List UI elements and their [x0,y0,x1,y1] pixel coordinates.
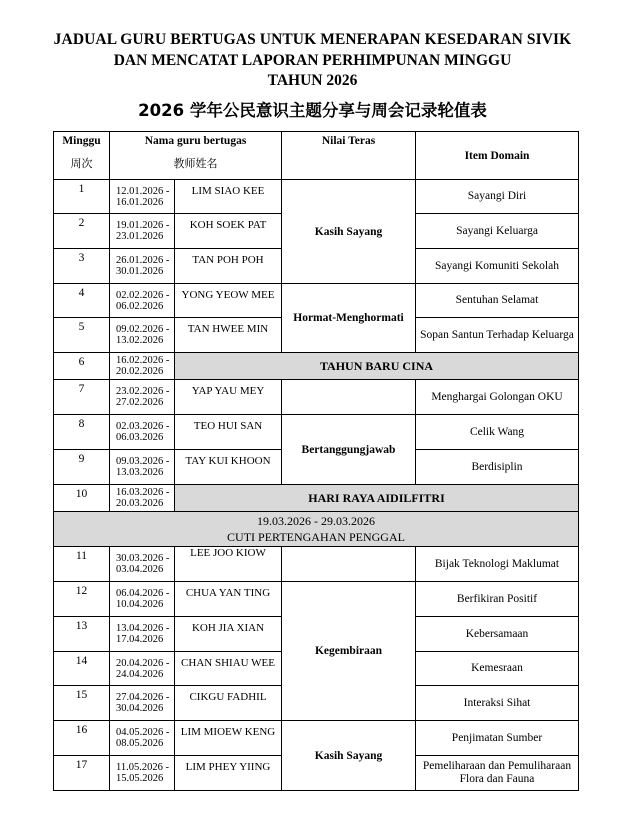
holiday-label: HARI RAYA AIDILFITRI [175,485,579,512]
item-domain: Pemeliharaan dan Pemuliharaan Flora dan Fauna [416,756,579,791]
teacher-name: TAY KUI KHOON [175,450,282,485]
teacher-name: YONG YEOW MEE [175,284,282,318]
item-domain: Menghargai Golongan OKU [416,380,579,415]
cuti-label: CUTI PERTENGAHAN PENGGAL [227,530,405,544]
week-date: 04.05.2026 - 08.05.2026 [110,721,175,756]
title-line-3: TAHUN 2026 [267,72,358,89]
header-minggu-label: Minggu [62,135,101,147]
week-date: 16.02.2026 - 20.02.2026 [110,353,175,380]
item-domain: Penjimatan Sumber [416,721,579,756]
week-date: 02.02.2026 - 06.02.2026 [110,284,175,318]
week-number: 9 [54,450,110,485]
nilai-teras: Hormat-Menghormati [282,284,416,353]
cuti-banner [54,512,579,547]
table-row [54,485,579,512]
week-number: 6 [54,353,110,380]
teacher-name: TAN POH POH [175,249,282,284]
week-date: 19.01.2026 - 23.01.2026 [110,214,175,249]
week-number: 16 [54,721,110,756]
week-number: 17 [54,756,110,791]
nilai-teras: Kegembiraan [282,582,416,721]
nilai-teras: Kasih Sayang [282,721,416,791]
header-guru [110,132,282,180]
table-row [54,380,579,415]
table-row [54,180,579,214]
teacher-name: YAP YAU MEY [175,380,282,415]
item-domain: Sopan Santun Terhadap Keluarga [416,318,579,353]
table-row [54,415,579,450]
teacher-name: LIM SIAO KEE [175,180,282,214]
cuti-row [54,512,579,547]
holiday-label: TAHUN BARU CINA [175,353,579,380]
table-row [54,353,579,380]
week-date: 12.01.2026 - 16.01.2026 [110,180,175,214]
week-date: 13.04.2026 - 17.04.2026 [110,617,175,652]
week-date: 02.03.2026 - 06.03.2026 [110,415,175,450]
header-row [54,132,579,180]
schedule-table [53,131,579,791]
nilai-teras: Kasih Sayang [282,180,416,284]
week-date: 11.05.2026 - 15.05.2026 [110,756,175,791]
week-date: 09.03.2026 - 13.03.2026 [110,450,175,485]
week-date: 16.03.2026 - 20.03.2026 [110,485,175,512]
teacher-name: CHAN SHIAU WEE [175,652,282,686]
week-number: 1 [54,180,110,214]
week-number: 13 [54,617,110,652]
week-number: 3 [54,249,110,284]
header-nilai: Nilai Teras [282,132,416,180]
table-row [54,284,579,318]
item-domain: Berdisiplin [416,450,579,485]
week-number: 10 [54,485,110,512]
item-domain: Celik Wang [416,415,579,450]
item-domain: Kebersamaan [416,617,579,652]
nilai-teras: Bertanggungjawab [282,415,416,485]
header-minggu [54,132,110,180]
teacher-name: KOH JIA XIAN [175,617,282,652]
teacher-name: CIKGU FADHIL [175,686,282,721]
item-domain: Kemesraan [416,652,579,686]
week-number: 15 [54,686,110,721]
teacher-name: CHUA YAN TING [175,582,282,617]
item-domain: Sayangi Diri [416,180,579,214]
week-number: 5 [54,318,110,353]
item-domain: Sayangi Komuniti Sekolah [416,249,579,284]
title-chinese: 2026 学年公民意识主题分享与周会记录轮值表 [138,101,487,120]
week-number: 12 [54,582,110,617]
week-number: 8 [54,415,110,450]
week-date: 23.02.2026 - 27.02.2026 [110,380,175,415]
teacher-name: LIM MIOEW KENG [175,721,282,756]
table-row [54,582,579,617]
header-minggu-zh: 周次 [70,157,93,170]
week-date: 26.01.2026 - 30.01.2026 [110,249,175,284]
cuti-dates: 19.03.2026 - 29.03.2026 [257,514,375,528]
header-guru-zh: 教师姓名 [173,157,218,170]
table-row [54,721,579,756]
week-date: 09.02.2026 - 13.02.2026 [110,318,175,353]
week-date: 27.04.2026 - 30.04.2026 [110,686,175,721]
item-domain: Sentuhan Selamat [416,284,579,318]
week-date: 30.03.2026 - 03.04.2026 [110,547,175,582]
week-date: 06.04.2026 - 10.04.2026 [110,582,175,617]
item-domain: Bijak Teknologi Maklumat [416,547,579,582]
teacher-name: LEE JOO KIOW [175,547,282,582]
teacher-name: TEO HUI SAN [175,415,282,450]
title-line-1: JADUAL GURU BERTUGAS UNTUK MENERAPAN KESEDARAN SIVIK [53,31,572,48]
teacher-name: KOH SOEK PAT [175,214,282,249]
week-date: 20.04.2026 - 24.04.2026 [110,652,175,686]
teacher-name: TAN HWEE MIN [175,318,282,353]
week-number: 7 [54,380,110,415]
week-number: 11 [54,547,110,582]
title-line-2: DAN MENCATAT LAPORAN PERHIMPUNAN MINGGU [113,52,512,69]
week-number: 2 [54,214,110,249]
teacher-name: LIM PHEY YIING [175,756,282,791]
nilai-teras-empty [282,547,416,582]
header-guru-label: Nama guru bertugas [144,135,247,147]
header-item: Item Domain [416,132,579,180]
week-number: 4 [54,284,110,318]
week-number: 14 [54,652,110,686]
item-domain: Sayangi Keluarga [416,214,579,249]
item-domain: Berfikiran Positif [416,582,579,617]
nilai-teras-empty [282,380,416,415]
table-row [54,547,579,582]
item-domain: Interaksi Sihat [416,686,579,721]
